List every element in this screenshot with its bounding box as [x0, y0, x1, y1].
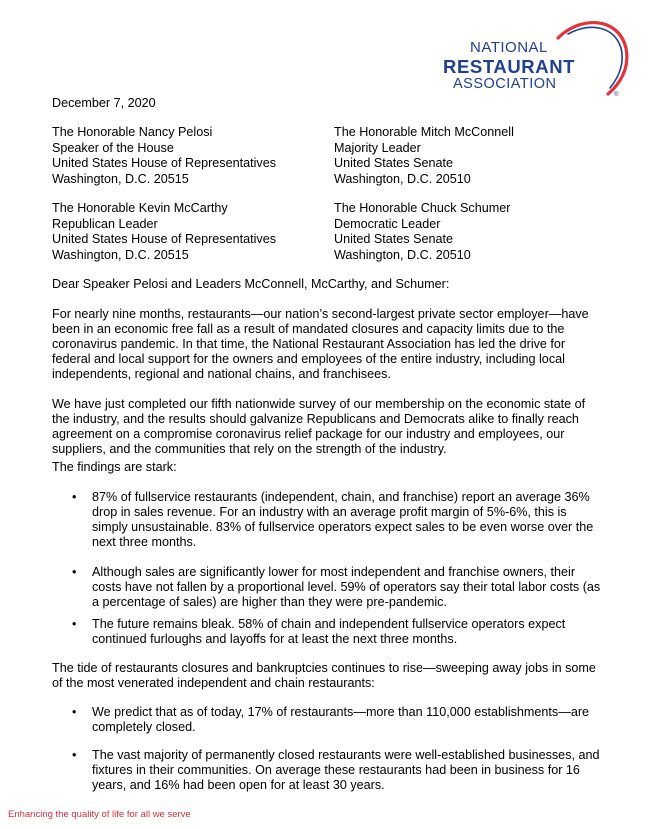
- addressee-line: United States Senate: [334, 232, 454, 246]
- bullet-line: a percentage of sales) are higher than they were pre-pandemic.: [92, 595, 447, 609]
- addressee-line: Washington, D.C. 20515: [52, 247, 189, 262]
- bullet-line: We predict that as of today, 17% of restaurants—more than 110,000 establishments—are: [92, 705, 590, 719]
- addressee-line: Majority Leader: [334, 140, 421, 155]
- addressee-line: United States Senate: [334, 156, 454, 170]
- paragraph-closures: [52, 661, 602, 691]
- paragraph-line: federal and local support for the owners and employees of the entire industry, including local: [52, 352, 565, 366]
- registered-mark: ®: [614, 92, 619, 98]
- bullet-line: fixtures in their communities. On average these restaurants had been in business for 16: [92, 763, 580, 777]
- bullet-line: next three months.: [92, 535, 197, 549]
- bullet-line: costs have not fallen by a proportional level. 59% of operators say their total labor costs (as: [92, 580, 601, 594]
- bullet-line: years, and 16% had been open for at least 30 years.: [92, 778, 385, 792]
- bullet-line: continued furloughs and layoffs for at least the next three months.: [92, 632, 458, 646]
- paragraph-line: suppliers, and the communities that rely on the strength of the industry.: [52, 442, 447, 456]
- addressee-pelosi: [52, 125, 276, 187]
- paragraph-line: For nearly nine months, restaurants—our nation’s second-largest private sector employer—have: [52, 307, 589, 321]
- bullet-icon: •: [72, 617, 77, 631]
- paragraph-line: agreement on a compromise coronavirus relief package for our industry and employees, our: [52, 427, 565, 441]
- addressee-line: Washington, D.C. 20510: [334, 247, 471, 262]
- paragraph-line: The findings are stark:: [52, 460, 177, 474]
- bullet-line: The future remains bleak. 58% of chain and independent fullservice operators expect: [92, 617, 566, 631]
- letter-date: December 7, 2020: [52, 96, 156, 110]
- paragraph-line: been in an economic free fall as a result of mandated closures and capacity limits due to the: [52, 322, 565, 336]
- bullet-icon: •: [72, 748, 77, 762]
- logo-line-national: NATIONAL: [470, 39, 548, 56]
- logo-line-restaurant: RESTAURANT: [443, 56, 576, 77]
- bullet-icon: •: [72, 565, 77, 579]
- paragraph-survey: [52, 397, 602, 457]
- addressee-line: The Honorable Kevin McCarthy: [52, 201, 228, 215]
- bullet-icon: •: [72, 705, 77, 719]
- addressee-mcconnell: [334, 125, 514, 187]
- addressee-line: The Honorable Nancy Pelosi: [52, 125, 213, 139]
- paragraph-line: independents, regional and national chains, and franchisees.: [52, 367, 391, 381]
- addressee-line: Republican Leader: [52, 216, 158, 231]
- paragraph-findings: [52, 460, 602, 475]
- addressee-schumer: [334, 201, 510, 263]
- bullet-icon: •: [72, 490, 77, 504]
- addressee-line: Speaker of the House: [52, 140, 174, 155]
- addressee-line: United States House of Representatives: [52, 232, 277, 246]
- addressee-line: The Honorable Mitch McConnell: [334, 125, 514, 139]
- bullet-line: The vast majority of permanently closed restaurants were well-established businesses, and: [92, 748, 600, 762]
- bullet-line: 87% of fullservice restaurants (independent, chain, and franchise) report an average 36%: [92, 490, 590, 504]
- logo-line-association: ASSOCIATION: [453, 76, 557, 92]
- addressee-line: Washington, D.C. 20510: [334, 171, 471, 186]
- bullet-line: Although sales are significantly lower for most independent and franchise owners, their: [92, 565, 576, 579]
- addressee-line: Democratic Leader: [334, 216, 441, 231]
- addressee-line: United States House of Representatives: [52, 156, 277, 170]
- paragraph-line: The tide of restaurants closures and bankruptcies continues to rise—sweeping away jobs in some: [52, 661, 596, 675]
- paragraph-line: coronavirus pandemic. In that time, the National Restaurant Association has led the drive for: [52, 337, 566, 351]
- addressee-mccarthy: [52, 201, 276, 263]
- paragraph-line: the industry, and the results should galvanize Republicans and Democrats alike to finally reach: [52, 412, 579, 426]
- nra-logo: [440, 18, 630, 98]
- footer-tagline: Enhancing the quality of life for all we serve: [8, 809, 191, 820]
- paragraph-line: of the most venerated independent and chain restaurants:: [52, 676, 375, 690]
- addressee-line: Washington, D.C. 20515: [52, 171, 189, 186]
- addressee-line: The Honorable Chuck Schumer: [334, 201, 511, 215]
- paragraph-intro: [52, 307, 602, 382]
- paragraph-line: We have just completed our fifth nationwide survey of our membership on the economic state of: [52, 397, 586, 411]
- salutation: Dear Speaker Pelosi and Leaders McConnell, McCarthy, and Schumer:: [52, 277, 450, 291]
- bullet-line: drop in sales revenue. For an industry with an average profit margin of 5%-6%, this is: [92, 505, 567, 519]
- bullet-line: simply unsustainable. 83% of fullservice operators expect sales to be even worse over the: [92, 520, 594, 534]
- bullet-line: completely closed.: [92, 720, 196, 734]
